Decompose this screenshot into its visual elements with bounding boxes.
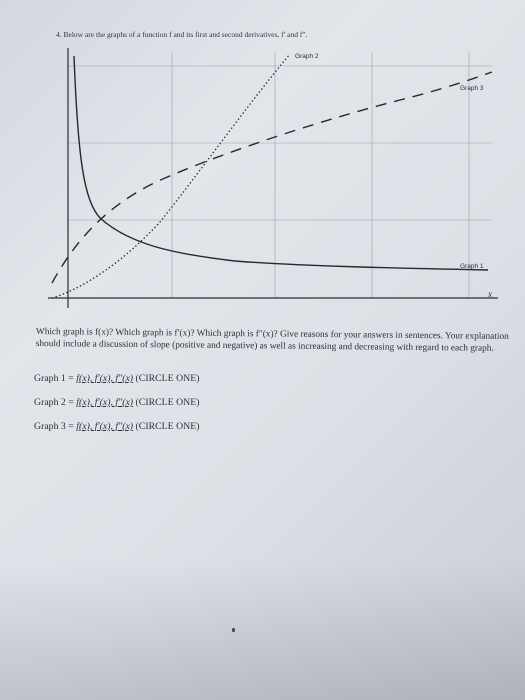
x-axis-label: x — [488, 289, 492, 299]
question-number: 4. — [56, 30, 62, 39]
answer-label: Graph 2 = — [34, 397, 74, 408]
instructions-paragraph: Which graph is f(x)? Which graph is f′(x)? Which graph is f″(x)? Give reasons for your answers in sentences. Your explanation should include a discussion of slope (positive and negative) as well as increasing and decreasing with regard to each graph. — [35, 326, 509, 354]
graph-1-label: Graph 1 — [460, 263, 484, 270]
graph-2-label: Graph 2 — [295, 53, 319, 60]
answer-note: (CIRCLE ONE) — [135, 397, 200, 408]
answer-options[interactable]: f(x), f′(x), f″(x) — [76, 421, 134, 432]
answer-options[interactable]: f(x), f′(x), f″(x) — [76, 373, 134, 384]
photo-shadow — [0, 560, 525, 700]
answer-options[interactable]: f(x), f′(x), f″(x) — [76, 397, 134, 408]
answer-label: Graph 1 = — [34, 373, 74, 384]
answer-line-graph-1 — [34, 373, 199, 384]
answer-note: (CIRCLE ONE) — [135, 373, 200, 384]
graph-3-label: Graph 3 — [460, 85, 484, 92]
graph-1-curve — [74, 56, 488, 270]
graph-figure — [0, 0, 525, 325]
grid — [68, 52, 492, 298]
question-text: Below are the graphs of a function f and its first and second derivatives, f′ and f″. — [63, 30, 308, 39]
graph-3-curve — [52, 72, 492, 283]
pen-mark — [232, 628, 235, 632]
answer-line-graph-3 — [34, 421, 199, 432]
answer-label: Graph 3 = — [34, 421, 74, 432]
graph-2-curve — [52, 54, 290, 298]
answer-note: (CIRCLE ONE) — [135, 421, 200, 432]
answer-line-graph-2 — [34, 397, 199, 408]
